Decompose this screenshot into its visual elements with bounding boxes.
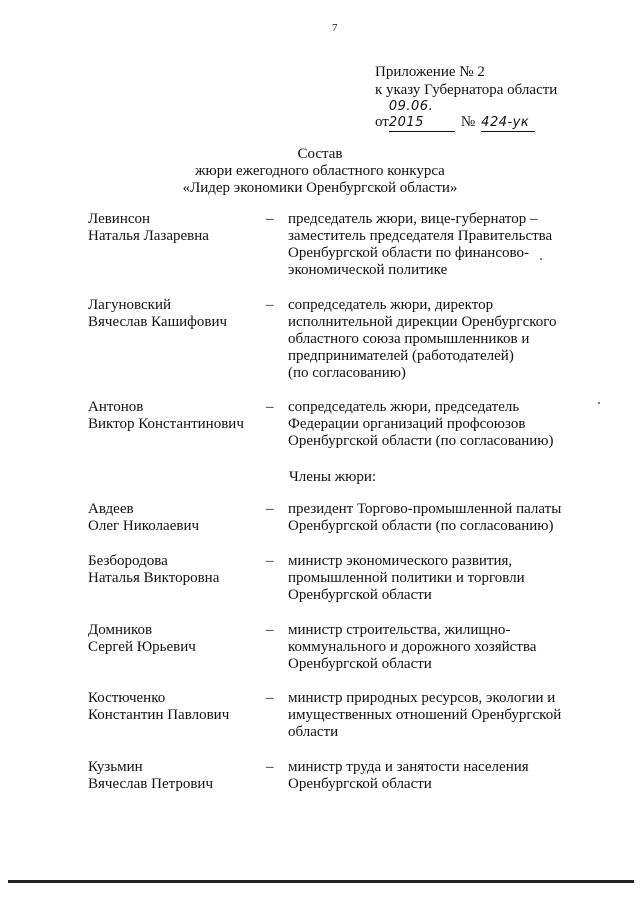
role-description — [288, 690, 568, 741]
role-line: президент Торгово-промышленной палаты — [288, 501, 562, 517]
appendix-date-handwritten: 09.06. 2015 — [389, 99, 455, 132]
document-title — [0, 146, 640, 197]
role-line: министр труда и занятости населения — [288, 759, 529, 775]
role-line: области — [288, 724, 339, 740]
role-line: коммунального и дорожного хозяйства — [288, 639, 537, 655]
appendix-from-label: от — [375, 114, 389, 130]
person-name — [88, 211, 263, 245]
given-name: Олег Николаевич — [88, 518, 200, 534]
role-line: министр строительства, жилищно- — [288, 622, 511, 638]
role-line: Оренбургской области — [288, 587, 432, 603]
given-name: Сергей Юрьевич — [88, 639, 196, 655]
role-description — [288, 399, 568, 450]
appendix-header — [375, 63, 557, 132]
scan-speck — [598, 402, 600, 404]
given-name: Наталья Викторовна — [88, 570, 220, 586]
surname: Левинсон — [88, 211, 151, 227]
role-line: министр природных ресурсов, экологии и — [288, 690, 556, 706]
surname: Антонов — [88, 399, 144, 415]
surname: Авдеев — [88, 501, 134, 517]
person-name — [88, 759, 263, 793]
dash: – — [266, 690, 274, 706]
surname: Безбородова — [88, 553, 168, 569]
dash: – — [266, 297, 274, 313]
surname: Лагуновский — [88, 297, 172, 313]
appendix-number-label: № — [460, 114, 476, 130]
title-line-3: «Лидер экономики Оренбургской области» — [182, 180, 458, 196]
role-description — [288, 759, 568, 793]
role-description — [288, 622, 568, 673]
dash: – — [266, 501, 274, 517]
appendix-line-3 — [375, 99, 557, 132]
role-line: предпринимателей (работодателей) — [288, 348, 514, 364]
surname: Кузьмин — [88, 759, 143, 775]
appendix-number-handwritten: 424-ук — [481, 115, 535, 132]
person-name — [88, 622, 263, 656]
dash: – — [266, 759, 274, 775]
role-line: сопредседатель жюри, председатель — [288, 399, 520, 415]
role-line: экономической политике — [288, 262, 448, 278]
role-line: имущественных отношений Оренбургской — [288, 707, 562, 723]
title-line-2: жюри ежегодного областного конкурса — [195, 163, 445, 179]
surname: Домников — [88, 622, 153, 638]
appendix-line-2: к указу Губернатора области — [375, 82, 558, 98]
person-name — [88, 690, 263, 724]
role-description — [288, 501, 568, 535]
role-line: Оренбургской области — [288, 656, 432, 672]
given-name: Виктор Константинович — [88, 416, 244, 432]
person-name — [88, 297, 263, 331]
role-line: председатель жюри, вице-губернатор – — [288, 211, 538, 227]
role-line: Оренбургской области по финансово- — [288, 245, 529, 261]
page-number: 7 — [332, 22, 338, 34]
scan-speck — [540, 258, 542, 260]
role-description — [288, 297, 568, 382]
dash: – — [266, 622, 274, 638]
role-description — [288, 211, 568, 279]
members-heading: Члены жюри: — [289, 469, 377, 485]
role-line: Оренбургской области (по согласованию) — [288, 433, 554, 449]
dash: – — [266, 399, 274, 415]
given-name: Вячеслав Петрович — [88, 776, 213, 792]
person-name — [88, 399, 263, 433]
role-line: Оренбургской области (по согласованию) — [288, 518, 554, 534]
dash: – — [266, 211, 274, 227]
appendix-line-1: Приложение № 2 — [375, 64, 485, 80]
given-name: Вячеслав Кашифович — [88, 314, 228, 330]
role-description — [288, 553, 568, 604]
role-line: промышленной политики и торговли — [288, 570, 525, 586]
role-line: министр экономического развития, — [288, 553, 513, 569]
role-line: сопредседатель жюри, директор — [288, 297, 494, 313]
role-line: Оренбургской области — [288, 776, 432, 792]
surname: Костюченко — [88, 690, 166, 706]
dash: – — [266, 553, 274, 569]
given-name: Наталья Лазаревна — [88, 228, 209, 244]
role-line: Федерации организаций профсоюзов — [288, 416, 526, 432]
role-line: заместитель председателя Правительства — [288, 228, 553, 244]
bottom-rule — [8, 880, 634, 883]
role-line: (по согласованию) — [288, 365, 406, 381]
title-line-1: Состав — [297, 146, 343, 162]
given-name: Константин Павлович — [88, 707, 230, 723]
role-line: исполнительной дирекции Оренбургского — [288, 314, 557, 330]
role-line: областного союза промышленников и — [288, 331, 530, 347]
person-name — [88, 501, 263, 535]
person-name — [88, 553, 263, 587]
